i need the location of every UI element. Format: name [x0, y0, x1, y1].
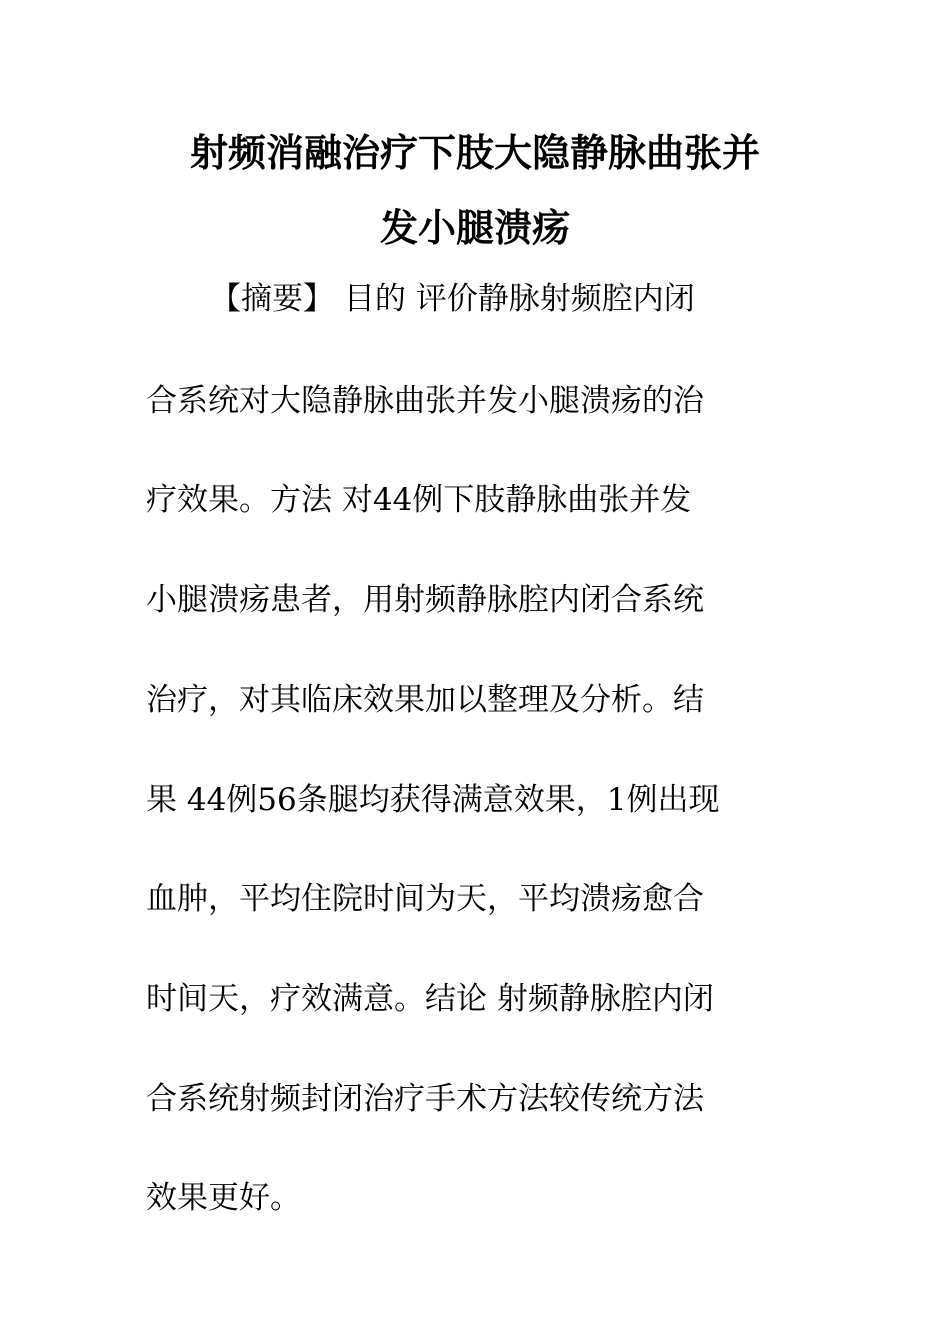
- abstract-line-7: 血肿，平均住院时间为天，平均溃疡愈合: [146, 881, 704, 917]
- abstract-line-4: 小腿溃疡患者，用射频静脉腔内闭合系统: [146, 582, 704, 618]
- abstract-line-3: 疗效果。方法 对44例下肢静脉曲张并发: [146, 482, 692, 518]
- abstract-line-8: 时间天，疗效满意。结论 射频静脉腔内闭: [146, 981, 714, 1017]
- abstract-line-10: 效果更好。: [146, 1180, 301, 1216]
- abstract-line-6: 果 44例56条腿均获得满意效果，1例出现: [146, 782, 720, 818]
- abstract-line-1: 【摘要】 目的 评价静脉射频腔内闭: [210, 281, 695, 317]
- document-title-line-1: 射频消融治疗下肢大隐静脉曲张并: [189, 131, 760, 175]
- abstract-line-5: 治疗，对其临床效果加以整理及分析。结: [146, 682, 704, 718]
- abstract-line-2: 合系统对大隐静脉曲张并发小腿溃疡的治: [146, 383, 704, 419]
- document-title-line-2: 发小腿溃疡: [379, 206, 570, 250]
- abstract-line-9: 合系统射频封闭治疗手术方法较传统方法: [146, 1081, 704, 1117]
